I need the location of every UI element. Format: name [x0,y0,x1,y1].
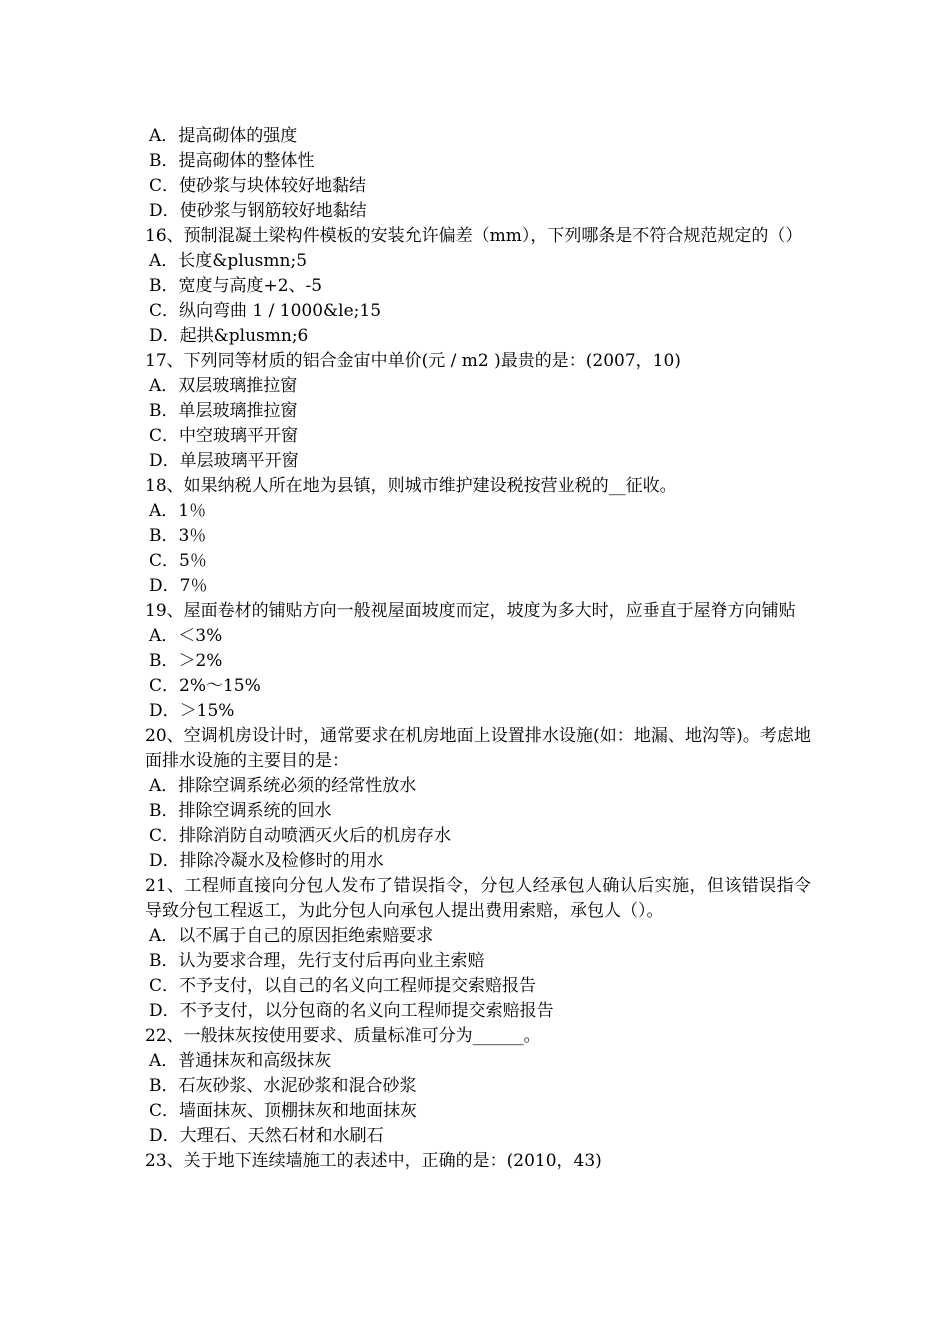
option-b: B．提高砌体的整体性 [149,151,315,171]
question-20: 20、空调机房设计时，通常要求在机房地面上设置排水设施(如：地漏、地沟等)。考虑地面排水设施的主要目的是： [145,726,811,771]
option-c: C．排除消防自动喷洒灭火后的机房存水 [149,826,452,846]
option-d: D．7％ [149,576,208,596]
option-b: B．宽度与高度+2、-5 [149,276,323,296]
option-b: B．＞2% [149,651,223,671]
option-b: B．3％ [149,526,207,546]
question-19: 19、屋面卷材的铺贴方向一般视屋面坡度而定，坡度为多大时，应垂直于屋脊方向铺贴 [145,601,796,621]
option-d: D．大理石、天然石材和水刷石 [149,1126,384,1146]
option-a: A．以不属于自己的原因拒绝索赔要求 [149,926,434,946]
option-d: D．起拱&plusmn;6 [149,326,309,346]
option-b: B．认为要求合理，先行支付后再向业主索赔 [149,951,485,971]
option-c: C．使砂浆与块体较好地黏结 [149,176,367,196]
option-d: D．排除冷凝水及检修时的用水 [149,851,384,871]
option-b: B．排除空调系统的回水 [149,801,332,821]
option-a: A．长度&plusmn;5 [149,251,308,271]
option-c: C．2%～15% [149,676,261,696]
option-c: C．纵向弯曲 1 / 1000&le;15 [149,301,382,321]
option-c: C．墙面抹灰、顶棚抹灰和地面抹灰 [149,1101,418,1121]
option-b: B．单层玻璃推拉窗 [149,401,298,421]
option-a: A．1％ [149,501,207,521]
option-d: D．＞15% [149,701,235,721]
question-17: 17、下列同等材质的铝合金宙中单价(元 / m2 )最贵的是：(2007，10) [145,351,681,371]
option-c: C．5％ [149,551,207,571]
question-18: 18、如果纳税人所在地为县镇，则城市维护建设税按营业税的__征收。 [145,476,677,496]
option-a: A．排除空调系统必须的经常性放水 [149,776,417,796]
option-d: D．使砂浆与钢筋较好地黏结 [149,201,367,221]
option-a: A．＜3% [149,626,223,646]
option-a: A．普通抹灰和高级抹灰 [149,1051,332,1071]
question-list [145,124,811,1174]
question-21: 21、工程师直接向分包人发布了错误指令，分包人经承包人确认后实施，但该错误指令导致分包工程返工，为此分包人向承包人提出费用索赔，承包人（）。 [145,876,811,921]
option-d: D．单层玻璃平开窗 [149,451,299,471]
option-b: B．石灰砂浆、水泥砂浆和混合砂浆 [149,1076,417,1096]
question-23: 23、关于地下连续墙施工的表述中，正确的是：(2010，43) [145,1151,602,1171]
option-a: A．提高砌体的强度 [149,126,298,146]
question-22: 22、一般抹灰按使用要求、质量标准可分为______。 [145,1026,541,1046]
option-c: C．中空玻璃平开窗 [149,426,299,446]
option-a: A．双层玻璃推拉窗 [149,376,298,396]
option-c: C．不予支付，以自己的名义向工程师提交索赔报告 [149,976,537,996]
option-d: D．不予支付，以分包商的名义向工程师提交索赔报告 [149,1001,554,1021]
question-16: 16、预制混凝土梁构件模板的安装允许偏差（mm），下列哪条是不符合规范规定的（） [145,226,803,246]
